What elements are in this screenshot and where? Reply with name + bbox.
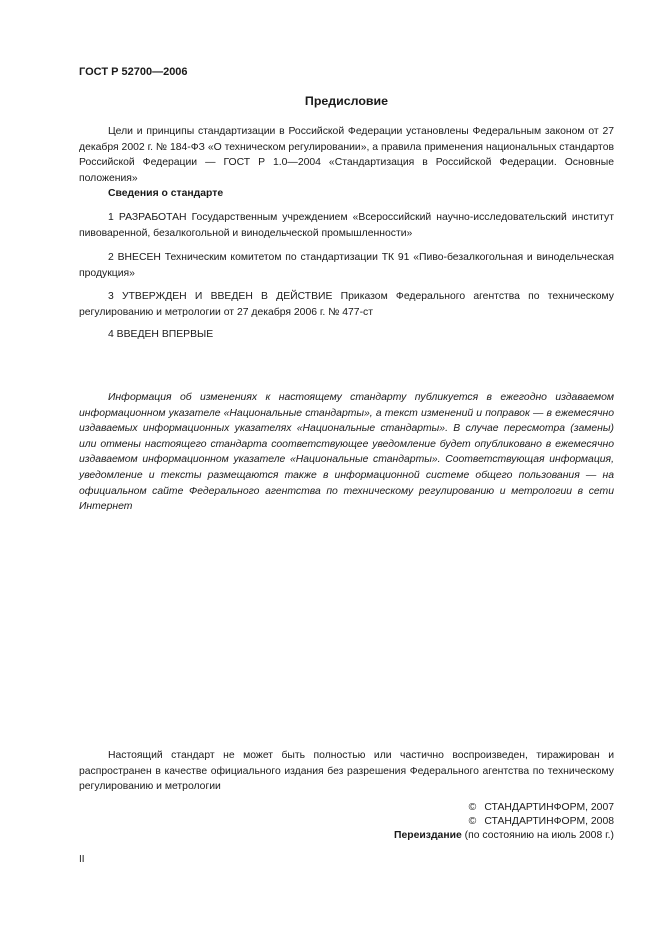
page-number: II	[79, 854, 85, 865]
copyright-text: СТАНДАРТИНФОРМ, 2007	[484, 802, 614, 813]
reissue-line	[394, 828, 614, 844]
item-developed: 1 РАЗРАБОТАН Государственным учреждением «Всероссийский научно-исследовательский институт пивоваренной, безалкогольной и винодельческой промышленности»	[79, 212, 614, 239]
item-first-introduced: 4 ВВЕДЕН ВПЕРВЫЕ	[108, 329, 214, 340]
changes-notice: Информация об изменениях к настоящему стандарту публикуется в ежегодно издаваемом информационном указателе «Национальные стандарты», а текст изменений и поправок — в ежемесячно издаваемых информационных указателях «Национальные стандарты». В случае пересмотра (замены) или отмены настоящего стандарта соответствующее уведомление будет опубликовано в ежемесячно издаваемом информационном указателе «Национальные стандарты». Соответствующая информация, уведомление и тексты размещаются также в информационной системе общего пользования — на официальном сайте Федерального агентства по техническому регулированию и метрологии в сети Интернет	[79, 392, 614, 513]
intro-paragraph: Цели и принципы стандартизации в Российской Федерации установлены Федеральным законом от 27 декабря 2002 г. № 184-ФЗ «О техническом регулировании», а правила применения национальных стандартов Российской Федерации — ГОСТ Р 1.0—2004 «Стандартизация в Российской Федерации. Основные положения»	[79, 126, 614, 184]
info-heading: Сведения о стандарте	[108, 188, 224, 199]
copyright-text: СТАНДАРТИНФОРМ, 2008	[484, 816, 614, 827]
reissue-label: Переиздание	[394, 830, 462, 841]
document-header: ГОСТ Р 52700—2006	[79, 66, 188, 78]
copyright-symbol: ©	[468, 816, 477, 827]
copyright-symbol: ©	[468, 802, 477, 813]
item-approved: 3 УТВЕРЖДЕН И ВВЕДЕН В ДЕЙСТВИЕ Приказом Федерального агентства по техническому регулированию и метрологии от 27 декабря 2006 г. № 477-ст	[79, 291, 614, 318]
reissue-note: (по состоянию на июль 2008 г.)	[464, 830, 614, 841]
page-title: Предисловие	[304, 94, 389, 108]
reproduction-notice: Настоящий стандарт не может быть полностью или частично воспроизведен, тиражирован и распространен в качестве официального издания без разрешения Федерального агентства по техническому регулированию и метрологии	[79, 750, 614, 793]
item-introduced: 2 ВНЕСЕН Техническим комитетом по стандартизации ТК 91 «Пиво-безалкогольная и винодельческая продукция»	[79, 252, 614, 279]
